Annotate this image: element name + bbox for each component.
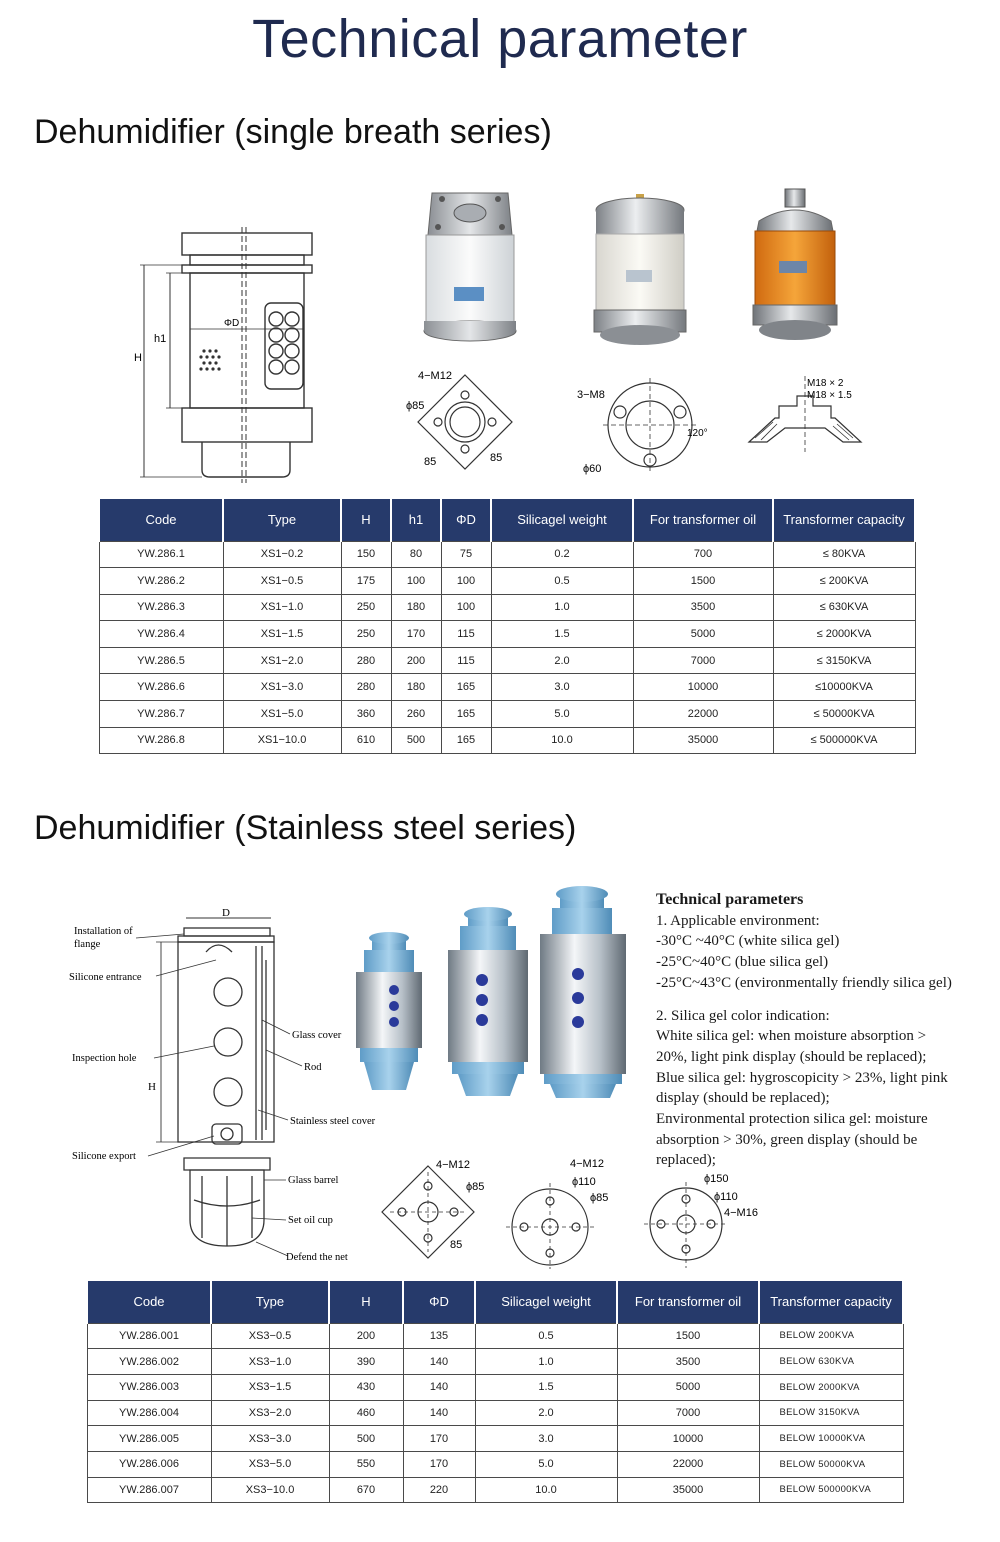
single-series-spec-table [98, 499, 916, 754]
table-cell: 140 [403, 1349, 475, 1375]
table-cell: ≤ 3150KVA [773, 647, 915, 674]
label-D: D [222, 907, 230, 919]
table-cell: ≤ 630KVA [773, 594, 915, 621]
table-cell: 200 [391, 647, 441, 674]
table-cell: YW.286.006 [87, 1451, 211, 1477]
column-header: For transformer oil [633, 499, 773, 541]
column-header: h1 [391, 499, 441, 541]
table-cell: 100 [391, 568, 441, 595]
label-installation-2: flange [74, 939, 101, 950]
table-row [99, 674, 915, 701]
label-h1: h1 [154, 333, 167, 345]
single-series-heading: Dehumidifier (single breath series) [34, 113, 552, 151]
table-body [87, 1323, 903, 1503]
table-cell: ≤ 2000KVA [773, 621, 915, 648]
tech-params-title: Technical parameters [656, 891, 804, 908]
column-header: H [329, 1281, 403, 1323]
label-installation-1: Installation of [74, 926, 133, 937]
table-cell: BELOW 2000KVA [759, 1374, 903, 1400]
product-photo-single-3 [745, 185, 845, 355]
table-cell: 115 [441, 647, 491, 674]
label-3m8: 3−M8 [577, 389, 605, 401]
table-cell: 22000 [617, 1451, 759, 1477]
table-cell: 75 [441, 541, 491, 568]
table-row [87, 1477, 903, 1503]
stainless-series-heading: Dehumidifier (Stainless steel series) [34, 809, 577, 847]
table-cell: ≤ 200KVA [773, 568, 915, 595]
table-cell: 0.2 [491, 541, 633, 568]
table-cell: 0.5 [475, 1323, 617, 1349]
table-cell: XS1−0.2 [223, 541, 341, 568]
table-cell: 3500 [633, 594, 773, 621]
label-m18x15: M18 × 1.5 [807, 390, 852, 401]
table-cell: 610 [341, 727, 391, 754]
table-cell: 260 [391, 701, 441, 728]
table-row [99, 594, 915, 621]
table-row [87, 1426, 903, 1452]
table-cell: 5.0 [475, 1451, 617, 1477]
table-cell: 10.0 [491, 727, 633, 754]
tech-params-line: 20%, light pink display (should be replaced); [656, 1048, 927, 1065]
table-cell: 1.0 [491, 594, 633, 621]
single-round-flange-drawing [575, 370, 720, 480]
table-cell: BELOW 200KVA [759, 1323, 903, 1349]
table-cell: 80 [391, 541, 441, 568]
table-cell: BELOW 10000KVA [759, 1426, 903, 1452]
table-cell: 250 [341, 621, 391, 648]
table-cell: 3.0 [491, 674, 633, 701]
table-cell: 22000 [633, 701, 773, 728]
table-cell: 10.0 [475, 1477, 617, 1503]
table-cell: YW.286.4 [99, 621, 223, 648]
page-title: Technical parameter [252, 9, 748, 69]
table-cell: 700 [633, 541, 773, 568]
table-row [99, 541, 915, 568]
column-header: ΦD [441, 499, 491, 541]
table-cell: 1.5 [475, 1374, 617, 1400]
table-cell: 1.5 [491, 621, 633, 648]
single-series-section-drawing [130, 225, 330, 490]
table-cell: ≤ 500000KVA [773, 727, 915, 754]
table-cell: 10000 [617, 1426, 759, 1452]
table-cell: 5000 [633, 621, 773, 648]
label-stainless-cover: Stainless steel cover [290, 1116, 376, 1127]
table-cell: 140 [403, 1374, 475, 1400]
column-header: Silicagel weight [475, 1281, 617, 1323]
product-photo-single-2 [590, 190, 690, 355]
tech-params-line: 1. Applicable environment: [656, 912, 820, 929]
table-body [99, 541, 915, 754]
table-cell: 100 [441, 568, 491, 595]
table-cell: 200 [329, 1323, 403, 1349]
table-cell: YW.286.6 [99, 674, 223, 701]
label-a-85: 85 [450, 1239, 463, 1251]
label-b-phi85: ϕ85 [590, 1192, 609, 1204]
label-phi60: ϕ60 [583, 463, 602, 475]
stainless-flange-b-drawing [500, 1155, 630, 1270]
table-cell: ≤10000KVA [773, 674, 915, 701]
label-b-4m12: 4−M12 [570, 1158, 604, 1170]
table-cell: 115 [441, 621, 491, 648]
label-defend-net: Defend the net [286, 1252, 348, 1263]
table-cell: ≤ 50000KVA [773, 701, 915, 728]
table-cell: YW.286.8 [99, 727, 223, 754]
table-cell: XS1−0.5 [223, 568, 341, 595]
label-85a: 85 [424, 456, 437, 468]
label-120: 120° [687, 428, 708, 439]
label-phi85: ϕ85 [406, 400, 425, 412]
table-row [99, 568, 915, 595]
tech-params-line: absorption > 30%, green display (should be [656, 1131, 918, 1148]
table-row [87, 1400, 903, 1426]
table-cell: XS1−3.0 [223, 674, 341, 701]
label-silicone-entrance: Silicone entrance [69, 972, 142, 983]
table-cell: YW.286.003 [87, 1374, 211, 1400]
label-rod: Rod [304, 1062, 322, 1073]
table-cell: 180 [391, 594, 441, 621]
table-cell: BELOW 50000KVA [759, 1451, 903, 1477]
table-cell: 170 [403, 1451, 475, 1477]
table-cell: XS3−5.0 [211, 1451, 329, 1477]
table-cell: 1500 [617, 1323, 759, 1349]
table-cell: 100 [441, 594, 491, 621]
label-b-phi110: ϕ110 [572, 1176, 596, 1188]
stainless-flange-c-drawing [640, 1168, 780, 1273]
table-cell: 165 [441, 674, 491, 701]
table-row [87, 1374, 903, 1400]
table-cell: 35000 [617, 1477, 759, 1503]
table-cell: 670 [329, 1477, 403, 1503]
column-header: Silicagel weight [491, 499, 633, 541]
label-c-phi110: ϕ110 [714, 1191, 738, 1203]
label-glass-cover: Glass cover [292, 1030, 342, 1041]
table-cell: XS3−0.5 [211, 1323, 329, 1349]
table-row [99, 621, 915, 648]
table-cell: 220 [403, 1477, 475, 1503]
table-cell: 2.0 [491, 647, 633, 674]
table-cell: 170 [403, 1426, 475, 1452]
table-cell: XS1−5.0 [223, 701, 341, 728]
label-silicone-export: Silicone export [72, 1151, 136, 1162]
table-cell: 1.0 [475, 1349, 617, 1375]
table-cell: 5.0 [491, 701, 633, 728]
table-cell: YW.286.7 [99, 701, 223, 728]
table-cell: YW.286.001 [87, 1323, 211, 1349]
column-header: For transformer oil [617, 1281, 759, 1323]
table-cell: 10000 [633, 674, 773, 701]
table-row [87, 1349, 903, 1375]
table-cell: 140 [403, 1400, 475, 1426]
technical-parameters-text [656, 890, 1000, 1171]
label-c-4m16: 4−M16 [724, 1207, 758, 1219]
tech-params-line: replaced); [656, 1152, 716, 1169]
column-header: Code [87, 1281, 211, 1323]
column-header: H [341, 499, 391, 541]
table-cell: 0.5 [491, 568, 633, 595]
table-cell: 3.0 [475, 1426, 617, 1452]
label-a-4m12: 4−M12 [436, 1159, 470, 1171]
table-cell: 135 [403, 1323, 475, 1349]
table-cell: 550 [329, 1451, 403, 1477]
table-cell: XS1−1.5 [223, 621, 341, 648]
tech-params-line: Environmental protection silica gel: moisture [656, 1111, 928, 1128]
tech-params-line: -25°C~43°C (environmentally friendly silica gel) [656, 974, 952, 991]
table-cell: 170 [391, 621, 441, 648]
table-cell: 500 [391, 727, 441, 754]
table-row [87, 1451, 903, 1477]
column-header: Code [99, 499, 223, 541]
table-cell: XS1−10.0 [223, 727, 341, 754]
table-cell: YW.286.2 [99, 568, 223, 595]
label-a-phi85: ϕ85 [466, 1181, 485, 1193]
product-photo-single-1 [420, 185, 520, 355]
table-cell: YW.286.004 [87, 1400, 211, 1426]
table-row [99, 701, 915, 728]
label-set-oil-cup: Set oil cup [288, 1215, 333, 1226]
table-cell: 250 [341, 594, 391, 621]
column-header: Type [223, 499, 341, 541]
table-cell: XS3−2.0 [211, 1400, 329, 1426]
table-cell: 180 [391, 674, 441, 701]
table-row [99, 647, 915, 674]
table-row [87, 1323, 903, 1349]
tech-params-line: 2. Silica gel color indication: [656, 1007, 830, 1024]
table-cell: BELOW 3150KVA [759, 1400, 903, 1426]
table-cell: YW.286.002 [87, 1349, 211, 1375]
table-cell: ≤ 80KVA [773, 541, 915, 568]
tech-params-line: Blue silica gel: hygroscopicity > 23%, light pink [656, 1069, 948, 1086]
single-flange-square-drawing [400, 365, 530, 475]
table-cell: BELOW 630KVA [759, 1349, 903, 1375]
label-inspection-hole: Inspection hole [72, 1053, 137, 1064]
single-thread-section-drawing [745, 372, 865, 457]
column-header: Transformer capacity [759, 1281, 903, 1323]
table-cell: 460 [329, 1400, 403, 1426]
table-cell: 175 [341, 568, 391, 595]
label-85b: 85 [490, 452, 503, 464]
label-glass-barrel: Glass barrel [288, 1175, 339, 1186]
tech-params-line: White silica gel: when moisture absorption > [656, 1028, 927, 1045]
table-cell: XS1−1.0 [223, 594, 341, 621]
column-header: Type [211, 1281, 329, 1323]
table-cell: 2.0 [475, 1400, 617, 1426]
table-cell: 150 [341, 541, 391, 568]
table-cell: YW.286.3 [99, 594, 223, 621]
table-cell: 390 [329, 1349, 403, 1375]
tech-params-line: -30°C ~40°C (white silica gel) [656, 933, 840, 950]
tech-params-line: display (should be replaced); [656, 1090, 830, 1107]
table-cell: 3500 [617, 1349, 759, 1375]
label-H: H [134, 352, 142, 364]
table-cell: YW.286.1 [99, 541, 223, 568]
product-photo-stainless-group [350, 882, 640, 1100]
table-cell: 7000 [617, 1400, 759, 1426]
tech-params-line: -25°C~40°C (blue silica gel) [656, 954, 829, 971]
column-header: Transformer capacity [773, 499, 915, 541]
table-cell: XS3−3.0 [211, 1426, 329, 1452]
table-row [99, 727, 915, 754]
table-cell: 500 [329, 1426, 403, 1452]
label-4m12: 4−M12 [418, 370, 452, 382]
table-cell: XS3−10.0 [211, 1477, 329, 1503]
label-c-phi150: ϕ150 [704, 1173, 729, 1185]
table-cell: 280 [341, 647, 391, 674]
table-header-row [87, 1281, 903, 1323]
stainless-series-spec-table [86, 1281, 904, 1503]
table-cell: BELOW 500000KVA [759, 1477, 903, 1503]
label-H2: H [148, 1081, 156, 1093]
table-cell: 360 [341, 701, 391, 728]
table-cell: YW.286.005 [87, 1426, 211, 1452]
table-cell: 1500 [633, 568, 773, 595]
table-header-row [99, 499, 915, 541]
table-cell: 165 [441, 701, 491, 728]
table-cell: XS3−1.0 [211, 1349, 329, 1375]
table-cell: XS1−2.0 [223, 647, 341, 674]
column-header: ΦD [403, 1281, 475, 1323]
label-m18x2: M18 × 2 [807, 378, 844, 389]
stainless-flange-a-drawing [370, 1150, 500, 1270]
table-cell: YW.286.5 [99, 647, 223, 674]
table-cell: XS3−1.5 [211, 1374, 329, 1400]
table-cell: 7000 [633, 647, 773, 674]
label-phiD: ΦD [224, 318, 240, 329]
table-cell: 35000 [633, 727, 773, 754]
table-cell: 280 [341, 674, 391, 701]
table-cell: 165 [441, 727, 491, 754]
table-cell: 430 [329, 1374, 403, 1400]
table-cell: YW.286.007 [87, 1477, 211, 1503]
table-cell: 5000 [617, 1374, 759, 1400]
